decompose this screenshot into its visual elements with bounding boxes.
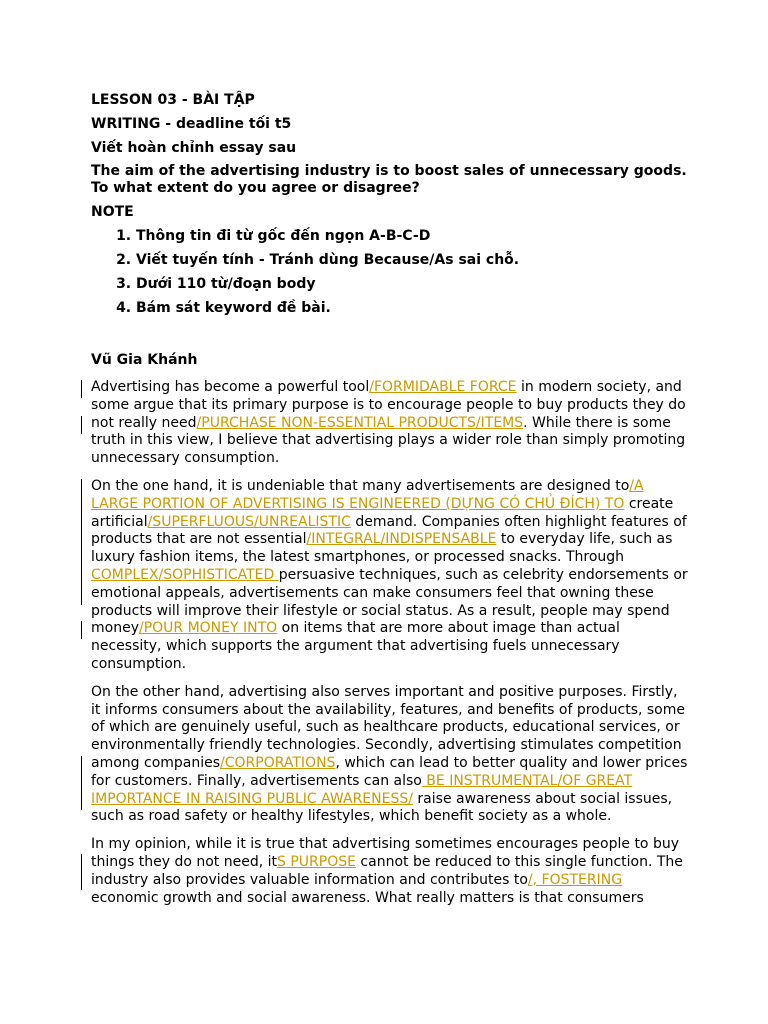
- lesson-title: LESSON 03 - BÀI TẬP: [91, 92, 255, 108]
- writing-deadline: WRITING - deadline tối t5: [91, 116, 292, 132]
- suggestion-text: COMPLEX/SOPHISTICATED: [91, 566, 279, 583]
- essay-text: on items that are more about image than actual necessity, which supports the argument that advertising fuels unnecessary consumption.: [91, 620, 620, 672]
- change-bar: [81, 621, 82, 639]
- change-bar: [81, 515, 82, 533]
- essay-text: , which can lead to better quality and lower prices for customers. Finally, advertisements can also: [91, 754, 688, 789]
- suggestion-text: /INTEGRAL/INDISPENSABLE: [306, 531, 497, 548]
- change-bar: [81, 587, 82, 605]
- note-label: NOTE: [91, 204, 134, 220]
- author-name: Vũ Gia Khánh: [91, 352, 198, 368]
- change-bar: [81, 551, 82, 569]
- essay-text: to everyday life, such as luxury fashion items, the latest smartphones, or processed snacks. Through: [91, 531, 673, 566]
- change-bar: [81, 479, 82, 497]
- note-item: 1. Thông tin đi từ gốc đến ngọn A-B-C-D: [136, 227, 691, 245]
- essay-text: Advertising has become a powerful tool: [91, 379, 370, 395]
- change-bar: [81, 497, 82, 515]
- change-bar: [81, 380, 82, 398]
- change-bar: [81, 416, 82, 434]
- change-bar: [81, 533, 82, 551]
- essay-text: cannot be reduced to this single function. The industry also provides valuable information and contributes to: [91, 853, 683, 888]
- essay-text: economic growth and social awareness. What really matters is that consumers: [91, 889, 644, 906]
- note-item: 4. Bám sát keyword đề bài.: [136, 299, 691, 317]
- change-bar: [81, 792, 82, 810]
- change-bar: [81, 569, 82, 587]
- suggestion-text: S PURPOSE: [277, 853, 356, 870]
- essay-paragraph-conclusion: [91, 836, 691, 907]
- document-page: [91, 91, 691, 917]
- suggestion-text: /SUPERFLUOUS/UNREALISTIC: [147, 513, 351, 530]
- suggestion-text: /A LARGE PORTION OF ADVERTISING IS ENGINEERED (DỰNG CÓ CHỦ ĐÍCH) TO: [91, 477, 644, 512]
- notes-list: [91, 227, 691, 317]
- suggestion-text: /FORMIDABLE FORCE: [369, 379, 517, 395]
- change-bar: [81, 854, 82, 872]
- suggestion-text: /, FOSTERING: [527, 871, 623, 888]
- suggestion-text: BE INSTRUMENTAL/OF GREAT IMPORTANCE IN RAISING PUBLIC AWARENESS/: [91, 772, 633, 807]
- suggestion-text: /PURCHASE NON-ESSENTIAL PRODUCTS/ITEMS: [196, 414, 524, 431]
- essay-paragraph-body1: [91, 478, 691, 674]
- essay-text: On the one hand, it is undeniable that many advertisements are designed to: [91, 477, 630, 494]
- essay-text: In my opinion, while it is true that advertising sometimes encourages people to buy things they do not need, it: [91, 836, 679, 870]
- essay-text: in modern society, and some argue that its primary purpose is to encourage people to buy products they do not really need: [91, 379, 686, 431]
- change-bar: [81, 872, 82, 890]
- essay-text: create artificial: [91, 495, 674, 530]
- essay-text: On the other hand, advertising also serves important and positive purposes. Firstly, it informs consumers about the availability, features, and benefits of products, some of which are genuinely useful, such as healthcare products, educational services, or environmentally friendly technologies. Secondly, advertising stimulates competition among companies: [91, 683, 685, 771]
- change-bar: [81, 774, 82, 792]
- suggestion-text: /POUR MONEY INTO: [138, 620, 278, 637]
- essay-text: persuasive techniques, such as celebrity endorsements or emotional appeals, advertisements can make consumers feel that owning these products will improve their lifestyle or social status. As a result, people may spend money: [91, 566, 688, 637]
- essay-text: demand. Companies often highlight features of products that are not essential: [91, 513, 687, 548]
- essay-topic: The aim of the advertising industry is to boost sales of unnecessary goods. To what extent do you agree or disagree?: [91, 163, 687, 196]
- instruction: Viết hoàn chỉnh essay sau: [91, 140, 297, 156]
- essay-text: . While there is some truth in this view, I believe that advertising plays a wider role than simply promoting unnecessary consumption.: [91, 414, 686, 467]
- essay-text: raise awareness about social issues, such as road safety or healthy lifestyles, which benefit society as a whole.: [91, 790, 673, 825]
- essay-paragraph-body2: [91, 684, 691, 826]
- note-item: 2. Viết tuyến tính - Tránh dùng Because/As sai chỗ.: [136, 251, 691, 269]
- note-item: 3. Dưới 110 từ/đoạn body: [136, 275, 691, 293]
- change-bar: [81, 756, 82, 774]
- essay-paragraph-intro: [91, 379, 691, 468]
- suggestion-text: /CORPORATIONS: [220, 754, 336, 771]
